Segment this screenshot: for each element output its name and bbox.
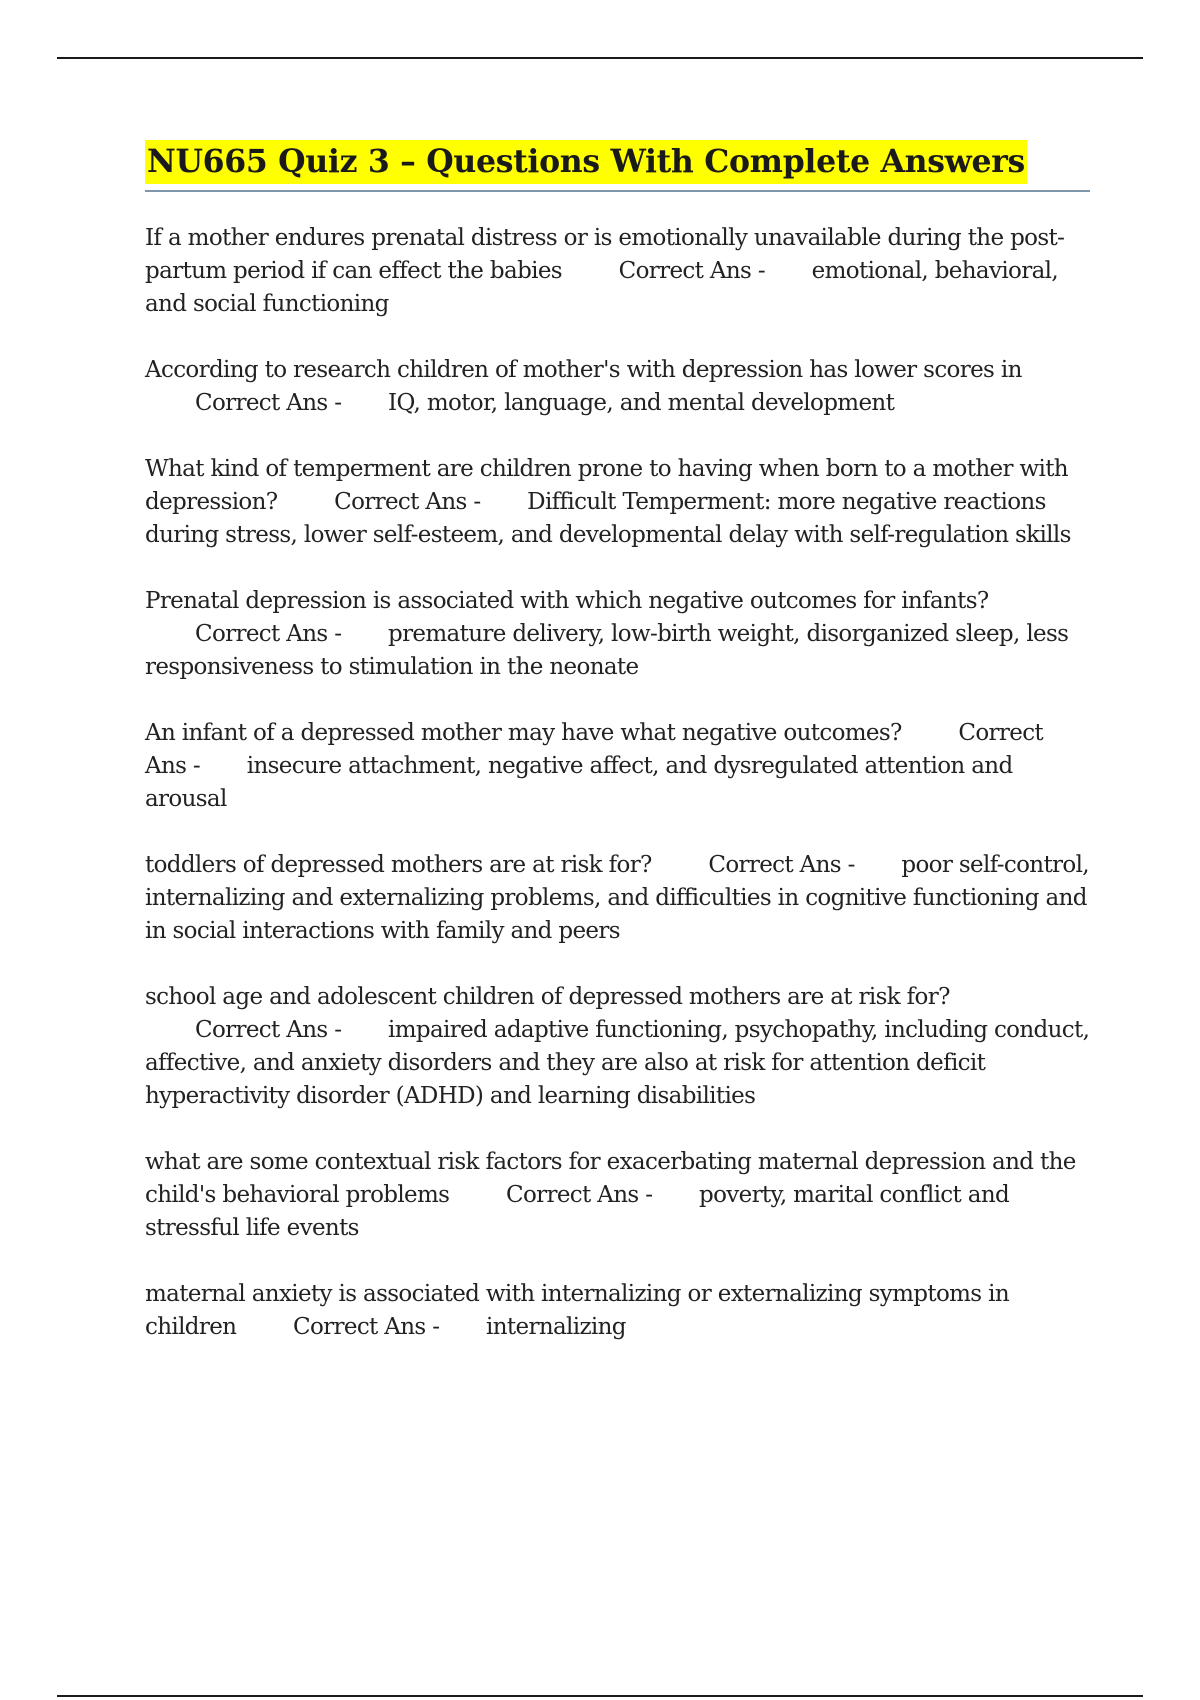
answer-text: impaired adaptive functioning, psychopathy, including conduct, affective, and anxiety disorders and they are also at risk for attention deficit hyperactivity disorder (ADHD) and learning disabilities xyxy=(145,1017,1090,1109)
question-text: What kind of temperment are children prone to having when born to a mother with depression? xyxy=(145,456,1068,515)
question-text: school age and adolescent children of depressed mothers are at risk for? xyxy=(145,984,950,1010)
answer-text: emotional, behavioral, and social functioning xyxy=(145,258,1059,317)
answer-text: premature delivery, low-birth weight, disorganized sleep, less responsiveness to stimulation in the neonate xyxy=(145,621,1069,680)
answer-text: insecure attachment, negative affect, and dysregulated attention and arousal xyxy=(145,753,1013,812)
question-text: An infant of a depressed mother may have what negative outcomes? xyxy=(145,720,902,746)
qa-item-6 xyxy=(145,849,1090,948)
answer-label: Correct Ans - xyxy=(618,258,765,284)
question-text: what are some contextual risk factors for exacerbating maternal depression and the child's behavioral problems xyxy=(145,1149,1076,1208)
qa-item-5 xyxy=(145,717,1090,816)
bottom-rule xyxy=(57,1695,1143,1697)
answer-text: Difficult Temperment: more negative reactions during stress, lower self-esteem, and developmental delay with self-regulation skills xyxy=(145,489,1071,548)
answer-label: Correct Ans - xyxy=(145,720,1044,779)
qa-item-2 xyxy=(145,354,1090,420)
answer-text: IQ, motor, language, and mental development xyxy=(388,390,895,416)
answer-label: Correct Ans - xyxy=(506,1182,653,1208)
top-rule xyxy=(57,57,1143,59)
answer-label: Correct Ans - xyxy=(334,489,481,515)
answer-label: Correct Ans - xyxy=(195,1017,342,1043)
document-body xyxy=(145,140,1090,1377)
qa-item-8 xyxy=(145,1146,1090,1245)
qa-item-7 xyxy=(145,981,1090,1113)
answer-label: Correct Ans - xyxy=(708,852,855,878)
qa-item-9 xyxy=(145,1278,1090,1344)
answer-text: internalizing xyxy=(486,1314,626,1340)
document-title: NU665 Quiz 3 – Questions With Complete Answers xyxy=(145,140,1027,184)
qa-item-1 xyxy=(145,222,1090,321)
answer-label: Correct Ans - xyxy=(195,390,342,416)
title-block xyxy=(145,140,1090,192)
qa-item-3 xyxy=(145,453,1090,552)
answer-label: Correct Ans - xyxy=(293,1314,440,1340)
question-text: Prenatal depression is associated with which negative outcomes for infants? xyxy=(145,588,989,614)
question-text: toddlers of depressed mothers are at risk for? xyxy=(145,852,652,878)
question-text: maternal anxiety is associated with internalizing or externalizing symptoms in children xyxy=(145,1281,1009,1340)
question-text: If a mother endures prenatal distress or is emotionally unavailable during the post-partum period if can effect the babies xyxy=(145,225,1065,284)
answer-text: poor self-control, internalizing and externalizing problems, and difficulties in cognitive functioning and in social interactions with family and peers xyxy=(145,852,1089,944)
qa-item-4 xyxy=(145,585,1090,684)
answer-label: Correct Ans - xyxy=(195,621,342,647)
answer-text: poverty, marital conflict and stressful life events xyxy=(145,1182,1010,1241)
question-text: According to research children of mother's with depression has lower scores in xyxy=(145,357,1022,383)
